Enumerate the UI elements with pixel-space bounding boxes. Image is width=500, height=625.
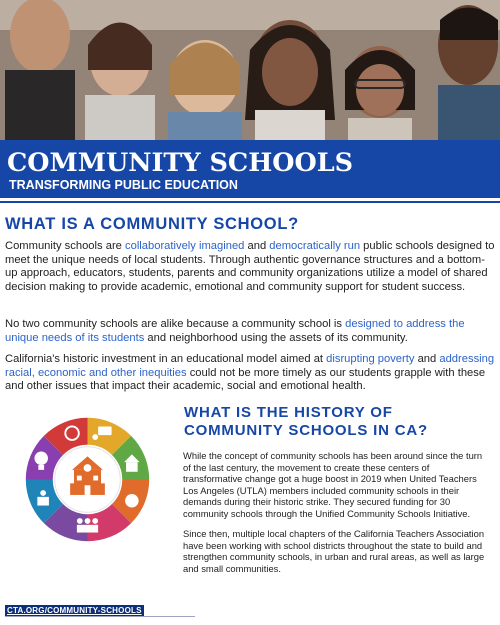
text-run: Community schools are: [5, 240, 125, 252]
website-link[interactable]: CTA.ORG/COMMUNITY-SCHOOLS: [7, 606, 142, 615]
hero-photo: [0, 0, 500, 140]
title-banner: [0, 140, 500, 198]
text-line: demands during their historic strike. They secured funding for 30: [183, 496, 451, 508]
section-heading-history: [184, 404, 428, 440]
paragraph-definition: [5, 240, 495, 294]
heading-line: COMMUNITY SCHOOLS IN CA?: [184, 422, 428, 439]
highlight-addressing-inequities: addressing racial, economic and other inequities: [5, 353, 495, 379]
highlight-collaboratively-imagined: collaboratively imagined: [125, 240, 245, 252]
divider: [0, 201, 500, 203]
text-line: transformative change got a huge boost in 2019 when United Teachers: [183, 473, 477, 485]
text-run: could not be more timely as our students grapple with these and other issues that impact their academic, social and emotional health.: [5, 366, 486, 393]
text-run: and neighborhood using the assets of its community.: [144, 331, 408, 344]
text-line: Los Angeles (UTLA) members included community schools in their: [183, 484, 460, 496]
highlight-democratically-run: democratically run: [269, 240, 361, 252]
text-line: strengthen community schools, in urban and rural areas, as well as large: [183, 551, 485, 563]
text-run: public schools designed to meet the unique needs of local students. Through authentic governance structures and a bottom-up approach, educators, students, parents and community organizations utilize a model of shared decision making to provide academic, emotional and community support for student success.: [5, 240, 495, 293]
paragraph-unique-needs: [5, 318, 495, 345]
page-subtitle: TRANSFORMING PUBLIC EDUCATION: [9, 178, 238, 192]
text-run: and: [244, 240, 270, 252]
paragraph-california-investment: [5, 353, 495, 394]
paragraph-history-recent: [183, 528, 500, 574]
text-line: of the last century, the movement to create these centers of: [183, 461, 430, 473]
highlight-unique-needs: designed to address the unique needs of its students: [5, 318, 465, 344]
apple-icon: [125, 494, 139, 508]
section-heading-what-is: WHAT IS A COMMUNITY SCHOOL?: [5, 215, 299, 233]
text-line: Since then, multiple local chapters of the California Teachers Association: [183, 528, 485, 539]
highlight-disrupting-poverty: disrupting poverty: [326, 353, 415, 365]
text-line: have been working with school districts throughout the state to build and: [183, 539, 483, 551]
text-run: California's historic investment in an educational model aimed at: [5, 353, 327, 365]
page-title: COMMUNITY SCHOOLS: [7, 148, 354, 178]
family-icon: [77, 518, 98, 532]
text-line: and small communities.: [183, 562, 281, 574]
community-school-wheel: [20, 412, 155, 547]
text-line: community schools through the Unified Community Schools Initiative.: [183, 507, 471, 519]
footer-divider: [5, 616, 195, 617]
text-line: While the concept of community schools has been around since the turn: [183, 450, 483, 461]
text-run: and: [414, 353, 440, 365]
heading-line: WHAT IS THE HISTORY OF: [184, 404, 393, 421]
paragraph-history-origin: [183, 450, 500, 520]
text-run: No two community schools are alike because a community school is: [5, 318, 346, 330]
